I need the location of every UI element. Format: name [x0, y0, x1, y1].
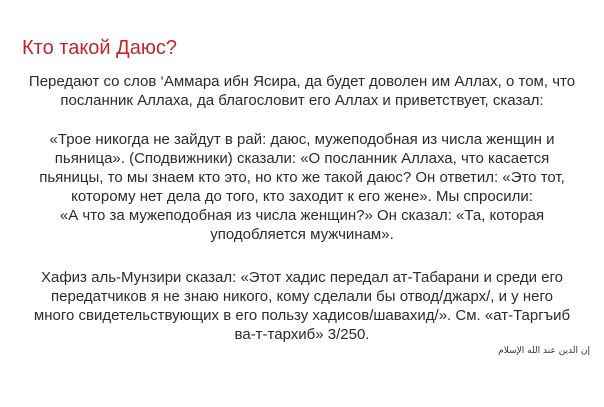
text-line: уподобляется мужчинам».: [210, 226, 394, 243]
text-line: «А что за мужеподобная из числа женщин?» Он сказал: «Та, которая: [59, 207, 545, 224]
text-line: пьяница». (Сподвижники) сказали: «О посланник Аллаха, что касается: [54, 150, 550, 167]
text-line: ва-т-тархиб» 3/250.: [234, 326, 370, 343]
commentary-paragraph: [0, 268, 604, 344]
hadith-paragraph: [0, 130, 604, 244]
intro-paragraph: [0, 72, 604, 110]
text-line: посланник Аллаха, да благословит его Аллах и приветствует, сказал:: [60, 92, 544, 109]
text-line: Передают со слов ‘Аммара ибн Ясира, да будет доволен им Аллах, о том, что: [28, 73, 576, 90]
text-line: «Трое никогда не зайдут в рай: даюс, мужеподобная из числа женщин и: [49, 131, 555, 148]
text-line: пьяницы, то мы знаем кто это, но кто же такой даюс? Он ответил: «Это тот,: [39, 169, 565, 186]
page-title: Кто такой Даюс?: [22, 37, 177, 59]
text-line: передатчиков я не знаю никого, кому сделали бы отвод/джарх/, и у него: [51, 288, 553, 305]
arabic-signature: إن الدين عند الله الإسلام: [498, 346, 590, 356]
text-line: Хафиз аль-Мунзири сказал: «Этот хадис передал ат-Табарани и среди его: [40, 269, 563, 286]
text-line: которому нет дела до того, кто заходит к его жене». Мы спросили:: [71, 188, 533, 205]
text-line: много свидетельствующих в его пользу хадисов/шавахид/». См. «ат-Таргъиб: [33, 307, 571, 324]
